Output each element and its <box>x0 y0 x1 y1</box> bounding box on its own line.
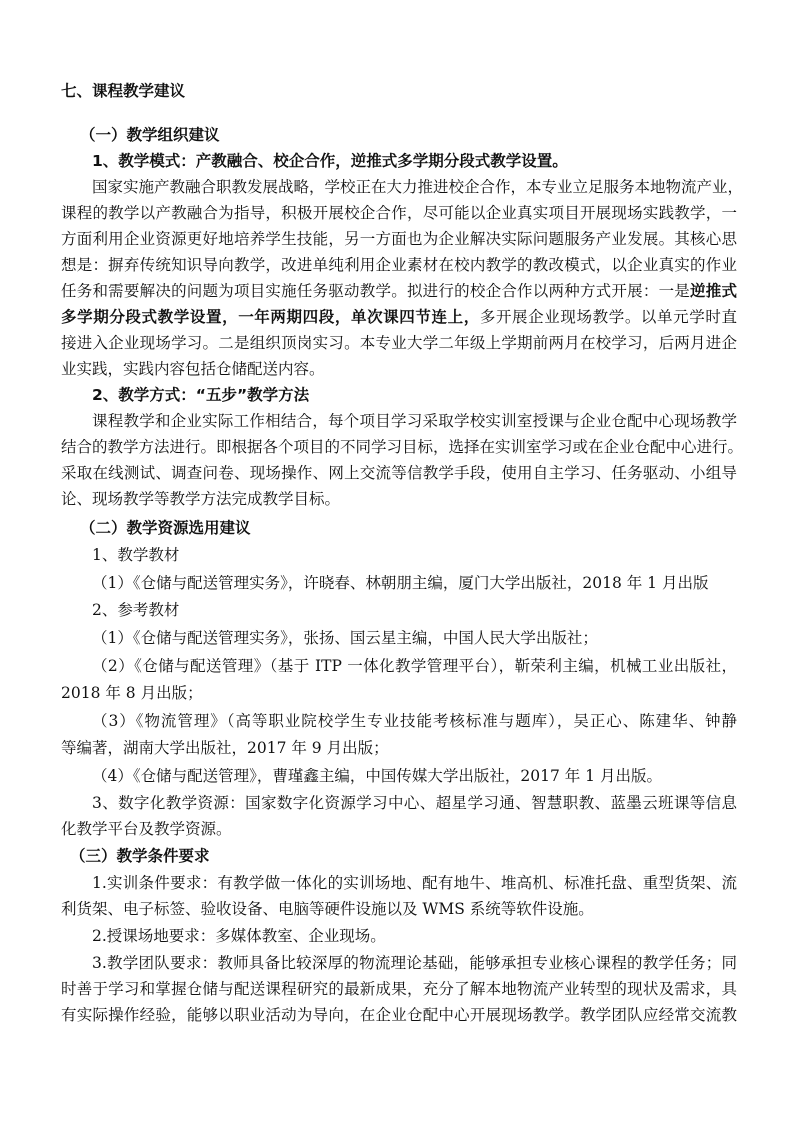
paragraph-line: 采取在线测试、调查问卷、现场操作、网上交流等信教学手段，使用自主学习、任务驱动、小组导 <box>61 464 737 482</box>
paragraph-line: 方面利用企业资源更好地培养学生技能，另一方面也为企业解决实际问题服务产业发展。其核心思 <box>61 230 737 248</box>
textbook-item: （1）《仓储与配送管理实务》，许晓春、林朝朋主编，厦门大学出版社，2018 年 1 月出版 <box>92 574 709 592</box>
reference-item: （4）《仓储与配送管理》，曹瑾鑫主编，中国传媒大学出版社，2017 年 1 月出版。 <box>92 767 662 785</box>
condition-item: 2.授课场地要求：多媒体教室、企业现场。 <box>92 927 386 945</box>
reference-item-cont: 2018 年 8 月出版； <box>61 684 203 702</box>
paragraph-line: 课程教学和企业实际工作相结合，每个项目学习采取学校实训室授课与企业仓配中心现场教学 <box>92 412 737 430</box>
reference-item: （2）《仓储与配送管理》（基于 ITP 一体化教学管理平台），靳荣利主编，机械工业出版社， <box>92 657 737 675</box>
paragraph-line: 结合的教学方法进行。即根据各个项目的不同学习目标，选择在实训室学习或在企业仓配中心进行。 <box>61 438 744 456</box>
teaching-method-heading: 2、教学方式：“五步”教学方法 <box>92 386 310 404</box>
paragraph-text: 任务和需要解决的问题为项目实施任务驱动教学。拟进行的校企合作以两种方式开展：一是 <box>61 282 691 300</box>
paragraph-line: 论、现场教学等教学方法完成教学目标。 <box>61 490 341 508</box>
emphasis-text: 多学期分段式教学设置，一年两期四段，单次课四节连上， <box>61 308 480 326</box>
reference-heading: 2、参考教材 <box>92 601 180 619</box>
reference-item: （1）《仓储与配送管理实务》，张扬、国云星主编，中国人民大学出版社； <box>92 629 598 647</box>
subsection-heading-1: （一）教学组织建议 <box>80 126 220 144</box>
subsection-heading-2: （二）教学资源选用建议 <box>80 519 251 537</box>
digital-resources: 3、数字化教学资源：国家数字化资源学习中心、超星学习通、智慧职教、蓝墨云班课等信息 <box>92 794 737 812</box>
textbook-heading: 1、教学教材 <box>92 546 180 564</box>
paragraph-line <box>61 306 737 328</box>
reference-item: （3）《物流管理》（高等职业院校学生专业技能考核标准与题库），吴正心、陈建华、钟静 <box>92 712 737 730</box>
paragraph-line <box>61 280 737 302</box>
reference-item-cont: 等编著，湖南大学出版社，2017 年 9 月出版； <box>61 739 389 757</box>
emphasis-text: 逆推式 <box>690 282 737 300</box>
condition-item: 3.教学团队要求：教师具备比较深厚的物流理论基础，能够承担专业核心课程的教学任务；同 <box>92 954 737 972</box>
paragraph-text: 多开展企业现场教学。以单元学时直 <box>479 308 737 326</box>
paragraph-line: 接进入企业现场学习。二是组织顶岗实习。本专业大学二年级上学期前两月在校学习，后两月进企 <box>61 334 737 352</box>
subsection-heading-3: （三）教学条件要求 <box>70 847 210 865</box>
paragraph-line: 想是：摒弃传统知识导向教学，改进单纯利用企业素材在校内教学的教改模式，以企业真实的作业 <box>61 256 737 274</box>
digital-resources-cont: 化教学平台及教学资源。 <box>61 820 232 838</box>
condition-item: 1.实训条件要求：有教学做一体化的实训场地、配有地牛、堆高机、标准托盘、重型货架、流 <box>92 874 737 892</box>
paragraph-line: 国家实施产教融合职教发展战略，学校正在大力推进校企合作，本专业立足服务本地物流产业， <box>92 178 744 196</box>
section-heading-7: 七、课程教学建议 <box>61 82 186 100</box>
condition-item-cont: 利货架、电子标签、验收设备、电脑等硬件设施以及 WMS 系统等软件设施。 <box>61 900 594 918</box>
condition-item-cont: 时善于学习和掌握仓储与配送课程研究的最新成果，充分了解本地物流产业转型的现状及需求，具 <box>61 980 737 998</box>
paragraph-line: 课程的教学以产教融合为指导，积极开展校企合作，尽可能以企业真实项目开展现场实践教学，一 <box>61 204 737 222</box>
teaching-mode-heading: 1、教学模式：产教融合、校企合作，逆推式多学期分段式教学设置。 <box>92 152 568 170</box>
condition-item-cont: 有实际操作经验，能够以职业活动为导向，在企业仓配中心开展现场教学。教学团队应经常交流教 <box>61 1006 737 1024</box>
paragraph-line: 业实践，实践内容包括仓储配送内容。 <box>61 360 325 378</box>
